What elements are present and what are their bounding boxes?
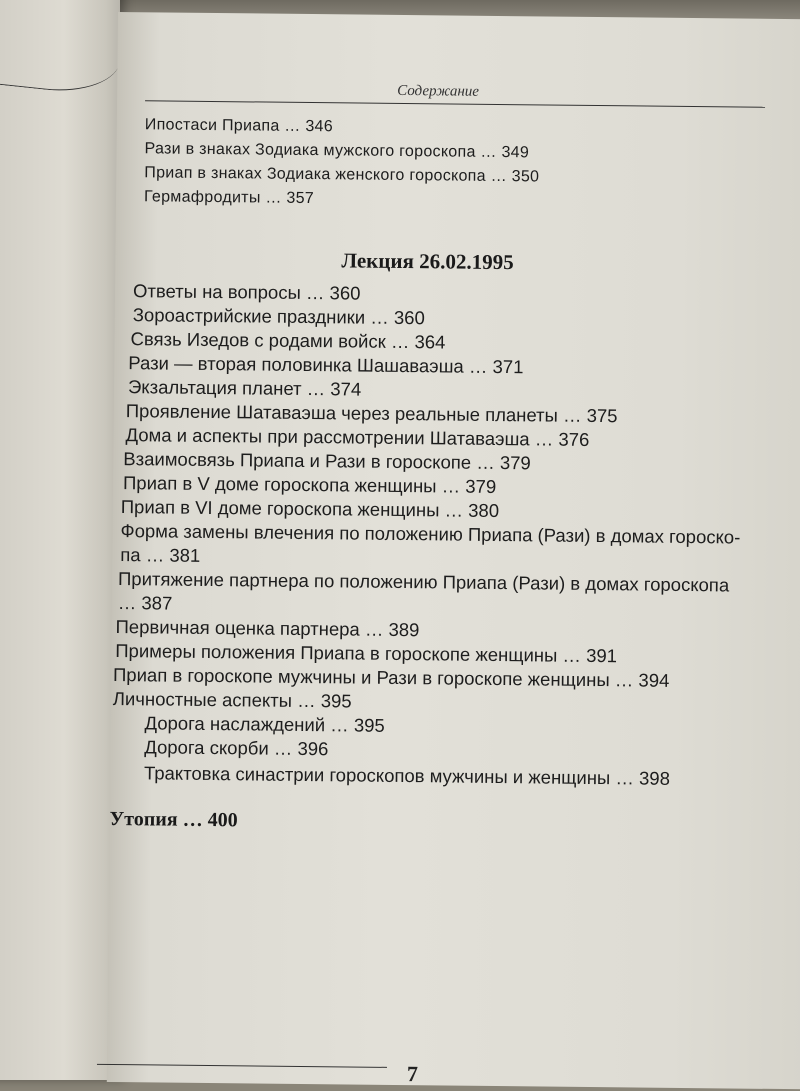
toc-entry: Приап в VI доме гороскопа женщины … 380 <box>120 496 500 522</box>
toc-entry-continuation: … 387 <box>117 592 173 614</box>
toc-entry: Притяжение партнера по положению Приапа (Рази) в домах гороскопа <box>117 568 730 596</box>
toc-sub-entry: Дорога наслаждений … 395 <box>144 712 385 736</box>
toc-entry: Приап в знаках Зодиака женского гороскопа … 350 <box>144 164 540 186</box>
toc-entry: Форма замены влечения по положению Приапа (Рази) в домах гороско- <box>120 520 741 548</box>
toc-entry: Ответы на вопросы … 360 <box>132 280 361 304</box>
toc-entry: Рази в знаках Зодиака мужского гороскопа … 349 <box>144 140 530 162</box>
toc-entry: Примеры положения Приапа в гороскопе женщины … 391 <box>115 640 618 667</box>
header-rule <box>145 100 765 107</box>
toc-entry: Гермафродиты … 357 <box>143 188 315 208</box>
toc-entry: Дома и аспекты при рассмотрении Шатаваэша … 376 <box>125 424 590 450</box>
toc-entry: Личностные аспекты … 395 <box>112 687 352 712</box>
toc-entry: Ипостаси Приапа … 346 <box>144 116 334 136</box>
left-page-edge <box>0 0 120 1080</box>
toc-entry: Приап в V доме гороскопа женщины … 379 <box>122 472 497 497</box>
footer-rule <box>97 1064 387 1068</box>
toc-entry: Связь Изедов с родами войск … 364 <box>130 328 446 353</box>
toc-entry: Экзальтация планет … 374 <box>127 376 362 400</box>
section-title: Лекция 26.02.1995 <box>341 248 514 275</box>
toc-entry: Рази — вторая половинка Шашаваэша … 371 <box>128 352 524 378</box>
toc-entry: Зороастрийские праздники … 360 <box>132 304 425 329</box>
toc-sub-entry: Дорога скорби … 396 <box>144 736 329 760</box>
toc-sub-entry: Трактовка синастрии гороскопов мужчины и женщины … 398 <box>143 762 671 789</box>
page-number: 7 <box>406 1061 419 1087</box>
toc-entry: Взаимосвязь Приапа и Рази в гороскопе … 379 <box>123 448 531 474</box>
left-page-curve <box>0 24 123 97</box>
toc-entry-continuation: па … 381 <box>120 544 201 566</box>
toc-entry: Приап в гороскопе мужчины и Рази в гороскопе женщины … 394 <box>112 663 670 691</box>
toc-final-entry: Утопия … 400 <box>109 807 238 832</box>
running-head: Содержание <box>397 82 480 100</box>
toc-entry: Первичная оценка партнера … 389 <box>115 616 420 641</box>
book-page <box>107 12 800 1089</box>
toc-entry: Проявление Шатаваэша через реальные планеты … 375 <box>125 400 618 427</box>
